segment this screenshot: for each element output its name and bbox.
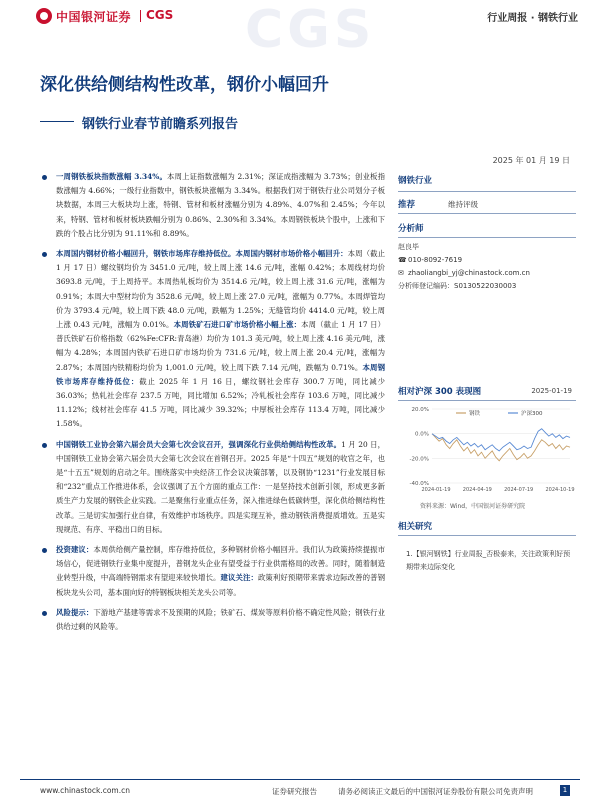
footer-doc-type: 证券研究报告 [272,787,317,796]
main-content [40,170,385,634]
related-research [398,520,576,574]
email-icon: ✉ [398,269,404,277]
bullet-subheading: 本周钢铁市场库存维持低位： [56,362,385,386]
page-footer [0,782,600,800]
report-category: 行业周报 · 钢铁行业 [487,13,578,24]
bullet-subheading: 建议关注： [220,573,258,583]
rating-row [398,192,576,214]
legend-label: 沪深300 [521,411,543,417]
related-heading: 相关研究 [398,520,576,536]
bullet-heading: 风险提示： [56,607,94,617]
bullet-text: 本周上证指数涨幅为 2.31%；深证成指涨幅为 3.73%；创业板指数涨幅为 4.66%；一级行业指数中，钢铁板块涨幅为 3.34%。根据我们对于钢铁行业公司划分子板块数据，本周三大板块均上涨，特钢、管材和板材涨幅分别为 4.89%、4.07%和 2.45%；今年以来，特钢、管材和板材板块跌幅分别为 0.86%、2.30%和 3.34%。本周钢铁板块个股中，上涨和下跌的个股占比分别为 91.11%和 8.89%。 [56,172,385,238]
x-tick-label: 2024-07-19 [504,487,534,493]
bullet-heading: 中国钢铁工业协会第六届会员大会第七次会议召开，强调深化行业供给侧结构性改革。 [56,439,342,449]
subtitle-rule [40,121,74,122]
y-tick-label: 0.0% [415,431,429,438]
analyst-email[interactable]: zhaoliangbi_yj@chinastock.com.cn [408,269,530,277]
bullet-heading: 本周国内钢材价格小幅回升，钢铁市场库存维持低位。 [56,249,236,259]
bullet-text: 本周（截止 1 月 17 日）普氏铁矿石价格指数（62%Fe:CFR:青岛港）均价为 101.3 美元/吨，较上周上涨 4.16 美元/吨，涨幅为 4.28%；本周国内铁矿石进口矿市场均价为 731.6 元/吨，较上周上涨 20.4 元/吨，涨幅为 2.87%；本周国内铁精粉均价为 1,001.0 元/吨，较上周下跌 7.14 元/吨，跌幅为 0.71%。 [56,320,385,372]
x-tick-label: 2024-01-19 [421,487,451,493]
bullet-weekly-index [40,170,385,241]
bullet-heading: 一周钢铁板块指数涨幅 3.34%。 [56,172,167,181]
analyst-cert: 分析师登记编码：S0130522030003 [398,282,517,290]
x-tick-label: 2024-10-19 [545,487,575,493]
related-item[interactable]: 1.【银河钢铁】行业周报_否极泰来，关注政策利好预期带来边际变化 [406,550,571,571]
report-subtitle: 钢铁行业春节前瞻系列报告 [82,117,239,132]
bullet-text: 截止 2025 年 1 月 16 日，螺纹钢社会库存 300.7 万吨，同比减少 36.03%；热轧社会库存 237.5 万吨，同比增加 6.52%；冷轧板社会库存 103.6 万吨，同比减少 11.12%；线材社会库存 41.5 万吨，同比减少 39.32%；中厚板社会库存 113.4 万吨，同比减少 1.58%。 [56,376,385,429]
bullet-text: 1 月 20 日，中国钢铁工业协会第六届会员大会第七次会议在首钢召开。2025 年是“十四五”规划的收官之年，也是“十五五”规划的启动之年。围绕落实中央经济工作会议决策部署，以及钢协“1231”行业发展目标和“232”重点工作推进体系，会议强调了五个方面的重点工作：一是坚持技术创新引领，形成更多新质生产力发展的钢铁企业实践。二是聚焦行业重点任务，深入推进绿色低碳转型，深化供给侧结构性改革。三是切实加强行业自律，有效维护市场秩序。四是实现互补，推动钢铁消费提质增效。五是实现规范、有序、平稳出口的目标。 [56,439,385,534]
bullet-risk-warning [40,606,385,634]
rating-value: 维持评级 [448,200,478,209]
footer-disclaimer: 请务必阅读正文最后的中国银河证券股份有限公司免责声明 [338,787,533,796]
brand-name: 中国银河证券 [56,10,132,24]
report-date: 2025 年 01 月 19 日 [492,156,570,165]
y-tick-label: 20.0% [411,407,429,413]
chart-date: 2025-01-19 [531,387,572,395]
y-tick-label: -20.0% [409,456,429,463]
report-title: 深化供给侧结构性改革，钢价小幅回升 [40,75,329,95]
chart-source: 资料来源：Wind，中国银河证券研究院 [420,503,526,510]
series-line-steel [432,434,570,461]
rating-label: 推荐 [398,200,416,210]
analyst-heading: 分析师 [398,222,576,238]
bullet-subheading: 本周铁矿石进口矿市场价格小幅上涨： [173,320,302,330]
chart-title: 相对沪深 300 表现图 [398,387,482,397]
analyst-email-row [398,267,576,280]
analyst-phone: 010-8092-7619 [408,256,463,264]
bullet-text: 政策利好预期带来需求边际改善的普钢板块龙头公司，基本面向好的特钢板块相关龙头公司等。 [56,573,385,597]
sidebar-industry: 钢铁行业 [398,170,576,192]
watermark: CGS [245,0,376,60]
legend-label: 钢铁 [469,411,481,417]
brand-abbr: CGS [146,8,174,22]
footer-rule [20,779,580,780]
page-number: 1 [560,785,570,796]
brand-logo-icon [36,8,52,24]
phone-icon: ☎ [398,256,407,264]
analyst-name: 赵良毕 [398,243,419,251]
bullet-steel-prices [40,247,385,432]
sidebar [398,170,576,293]
series-line-csi300 [432,429,570,451]
bullet-investment-advice [40,543,385,600]
bullet-heading: 投资建议： [56,545,94,555]
bullet-subheading: 本周国内钢材市场价格小幅回升： [235,249,348,259]
logo-divider [140,10,141,22]
analyst-phone-row [398,254,576,267]
bullet-association-meeting [40,438,385,537]
footer-website[interactable]: www.chinastock.com.cn [40,786,130,795]
y-tick-label: -40.0% [409,481,429,487]
bullet-text: 下游地产基建等需求不及预期的风险；铁矿石、煤炭等原料价格不确定性风险；钢铁行业供给过剩的风险等。 [56,607,385,632]
bullet-text: 本周（截止 1 月 17 日）螺纹钢均价为 3451.0 元/吨，较上周上涨 14.6 元/吨，涨幅 0.42%；本周线材均价 3693.8 元/吨，于上周持平。本周热轧板均价为 3514.6 元/吨，较上周上涨 31.6 元/吨，涨幅为 0.91%；本周大中型材均价为 3528.6 元/吨，较上周上涨 27.0 元/吨，涨幅为 0.77%。本周焊管均价为 3793.4 元/吨，较上周下跌 48.0 元/吨，跌幅为 1.25%；无缝管均价 4414.0 元/吨，较上周上涨 0.43 元/吨，涨幅为 0.01%。 [56,249,385,330]
relative-performance-chart [398,383,576,510]
chart-svg [398,403,576,501]
chart-header [398,383,576,401]
bullet-text: 本周供给侧产量控制，库存维持低位，多种钢材价格小幅回升。我们认为政策持续提振市场信心，促进钢铁行业集中度提升，普钢龙头企业有望受益于行业供需格局的改善。同时，随着制造业转型升级，中高端特钢需求有望迎来较快增长。 [56,545,385,583]
x-tick-label: 2024-04-19 [462,487,492,493]
